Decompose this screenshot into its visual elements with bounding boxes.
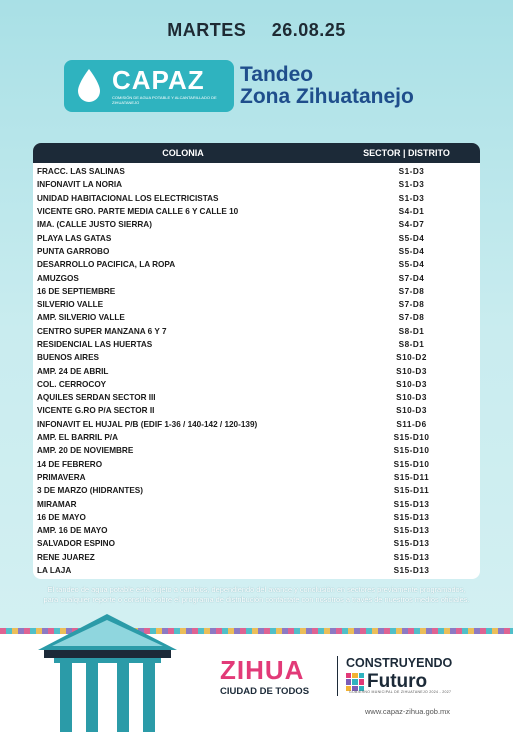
- sector-cell: S10-D2: [396, 353, 427, 363]
- colonia-cell: INFONAVIT EL HUJAL P/B (EDIF 1-36 / 140-142 / 120-139): [37, 419, 258, 429]
- sector-cell: S10-D3: [396, 393, 427, 403]
- sector-cell: S5-D4: [398, 233, 425, 243]
- title-line-1: Tandeo: [240, 63, 314, 86]
- table-row: [33, 564, 480, 577]
- sector-cell: S15-D10: [393, 446, 430, 456]
- colonia-cell: AQUILES SERDAN SECTOR III: [37, 393, 156, 403]
- sector-cell: S1-D3: [398, 180, 425, 190]
- sector-cell: S10-D3: [396, 379, 427, 389]
- sector-cell: S15-D11: [393, 472, 430, 482]
- table-row: [33, 364, 480, 377]
- table-row: [33, 391, 480, 404]
- sector-cell: S7-D8: [398, 286, 425, 296]
- colonia-cell: COL. CERROCOY: [37, 379, 107, 389]
- zihua-logo-text: ZIHUA: [220, 655, 305, 685]
- sector-cell: S7-D8: [398, 313, 425, 323]
- table-row: [33, 231, 480, 244]
- water-drop-icon: [74, 67, 104, 105]
- colonia-cell: AMP. 16 DE MAYO: [37, 526, 108, 536]
- building-icon: [30, 608, 185, 732]
- construyendo-text: CONSTRUYENDO: [346, 656, 453, 670]
- table-row: [33, 285, 480, 298]
- colonia-cell: AMP. 20 DE NOVIEMBRE: [37, 446, 134, 456]
- table-row: [33, 325, 480, 338]
- table-row: [33, 245, 480, 258]
- colonia-cell: SILVERIO VALLE: [37, 300, 104, 310]
- sector-cell: S8-D1: [398, 326, 425, 336]
- header-colonia: COLONIA: [162, 148, 204, 158]
- table-row: [33, 351, 480, 364]
- table-row: [33, 497, 480, 510]
- sector-cell: S4-D7: [398, 220, 425, 230]
- table-row: [33, 258, 480, 271]
- logo-name: CAPAZ: [112, 65, 205, 95]
- colonia-cell: VICENTE G.RO P/A SECTOR II: [37, 406, 155, 416]
- sector-cell: S15-D13: [393, 526, 430, 536]
- table-row: [33, 271, 480, 284]
- sector-cell: S1-D3: [398, 167, 425, 177]
- sector-cell: S8-D1: [398, 340, 425, 349]
- colonia-cell: CENTRO SUPER MANZANA 6 Y 7: [37, 326, 167, 336]
- sector-cell: S4-D1: [398, 207, 425, 217]
- colonia-cell: AMUZGOS: [37, 273, 79, 283]
- schedule-date: [0, 20, 513, 41]
- table-body: [33, 163, 480, 577]
- page-title: [240, 64, 414, 108]
- colonia-cell: INFONAVIT LA NORIA: [37, 180, 123, 190]
- table-row: [33, 298, 480, 311]
- gobierno-text: GOBIERNO MUNICIPAL DE ZIHUATANEJO 2024 - 2027: [349, 690, 452, 694]
- sector-cell: S15-D10: [393, 459, 430, 469]
- footer-divider: [337, 656, 338, 696]
- table-row: [33, 205, 480, 218]
- sector-cell: S15-D13: [393, 552, 430, 562]
- colonia-cell: 3 DE MARZO (HIDRANTES): [37, 486, 143, 496]
- table-row: [33, 471, 480, 484]
- table-row: [33, 511, 480, 524]
- colonia-cell: 14 DE FEBRERO: [37, 459, 103, 469]
- table-header: [33, 143, 480, 163]
- colonia-cell: PLAYA LAS GATAS: [37, 233, 112, 243]
- table-row: [33, 192, 480, 205]
- sector-cell: S7-D4: [398, 273, 425, 283]
- table-row: [33, 484, 480, 497]
- table-row: [33, 218, 480, 231]
- sector-cell: S11-D6: [396, 419, 427, 429]
- futuro-text: Futuro: [367, 671, 428, 692]
- date-label: 26.08.25: [271, 20, 346, 40]
- table-row: [33, 178, 480, 191]
- disclaimer-text: El tandeo de agua potable está sujeto a cambios, dependiendo del avance y conclusión en sectores previamente programados, para cualquier reporte o consulta sobre el programa de distribución contáctate con nosotros a través de nuestros medios oficiales.: [43, 585, 470, 604]
- colonia-cell: PUNTA GARROBO: [37, 246, 110, 256]
- colonia-cell: AMP. EL BARRIL P/A: [37, 433, 118, 443]
- table-row: [33, 418, 480, 431]
- sector-cell: S15-D13: [393, 512, 430, 522]
- table-row: [33, 537, 480, 550]
- sector-cell: S10-D3: [396, 406, 427, 416]
- title-line-2: Zona Zihuatanejo: [240, 85, 414, 108]
- sector-cell: S5-D4: [398, 260, 425, 270]
- colonia-cell: SALVADOR ESPINO: [37, 539, 115, 549]
- website-url: www.capaz-zihua.gob.mx: [365, 707, 451, 716]
- schedule-table: [33, 143, 480, 579]
- futuro-mosaic-icon: [346, 673, 364, 691]
- colonia-cell: 16 DE SEPTIEMBRE: [37, 286, 116, 296]
- colonia-cell: RESIDENCIAL LAS HUERTAS: [37, 340, 153, 349]
- table-row: [33, 378, 480, 391]
- logo-subtitle: COMISIÓN DE AGUA POTABLE Y ALCANTARILLADO DE ZIHUATANEJO: [112, 95, 217, 105]
- table-row: [33, 431, 480, 444]
- sector-cell: S15-D10: [393, 433, 430, 443]
- colonia-cell: VICENTE GRO. PARTE MEDIA CALLE 6 Y CALLE 10: [37, 207, 239, 217]
- colonia-cell: RENE JUAREZ: [37, 552, 95, 562]
- sector-cell: S15-D13: [393, 539, 430, 549]
- colonia-cell: IMA. (CALLE JUSTO SIERRA): [37, 220, 152, 230]
- colonia-cell: AMP. SILVERIO VALLE: [37, 313, 125, 323]
- table-row: [33, 165, 480, 178]
- table-row: [33, 458, 480, 471]
- sector-cell: S10-D3: [396, 366, 427, 376]
- colonia-cell: LA LAJA: [37, 566, 72, 576]
- colonia-cell: MIRAMAR: [37, 499, 77, 509]
- sector-cell: S15-D11: [393, 486, 430, 496]
- table-row: [33, 444, 480, 457]
- sector-cell: S15-D13: [393, 499, 430, 509]
- colonia-cell: AMP. 24 DE ABRIL: [37, 366, 109, 376]
- sector-cell: S7-D8: [398, 300, 425, 310]
- colonia-cell: UNIDAD HABITACIONAL LOS ELECTRICISTAS: [37, 193, 219, 203]
- header-sector: SECTOR | DISTRITO: [363, 148, 450, 158]
- table-row: [33, 338, 480, 351]
- colonia-cell: BUENOS AIRES: [37, 353, 100, 363]
- table-row: [33, 311, 480, 324]
- colonia-cell: DESARROLLO PACIFICA, LA ROPA: [37, 260, 176, 270]
- sector-cell: S5-D4: [398, 246, 425, 256]
- sector-cell: S15-D13: [393, 566, 430, 576]
- table-row: [33, 524, 480, 537]
- sector-cell: S1-D3: [398, 193, 425, 203]
- colonia-cell: FRACC. LAS SALINAS: [37, 167, 125, 177]
- table-row: [33, 551, 480, 564]
- colonia-cell: PRIMAVERA: [37, 472, 86, 482]
- ciudad-de-todos-text: CIUDAD DE TODOS: [220, 686, 310, 697]
- colonia-cell: 16 DE MAYO: [37, 512, 86, 522]
- capaz-logo: [64, 60, 234, 112]
- day-label: MARTES: [167, 20, 247, 40]
- table-row: [33, 404, 480, 417]
